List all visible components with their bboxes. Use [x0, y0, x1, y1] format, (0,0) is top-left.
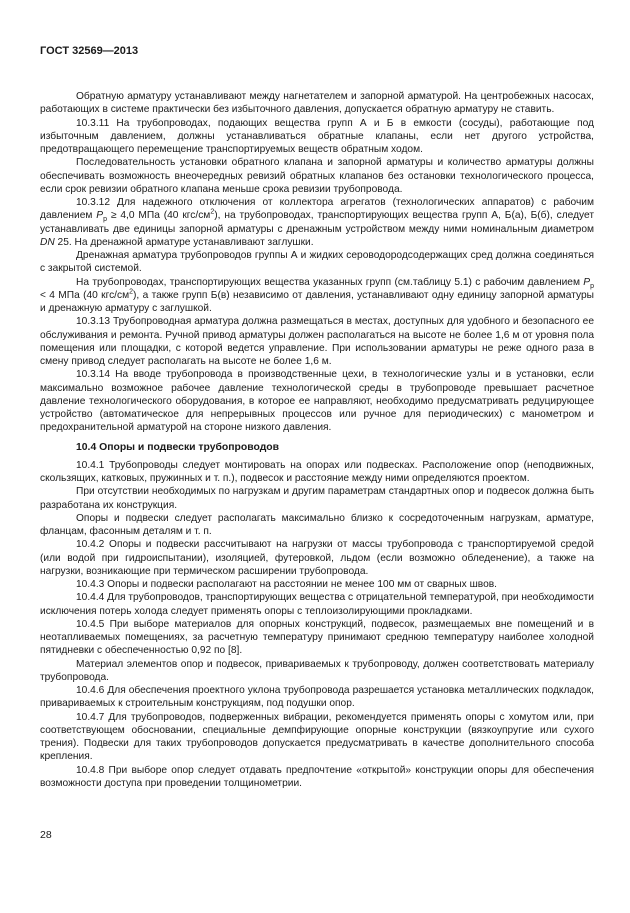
- paragraph-10-4-8: 10.4.8 При выборе опор следует отдавать предпочтение «открытой» конструкции опоры для обеспечения возможности доступа при проведении толщинометрии.: [40, 764, 594, 789]
- paragraph-10-4-7: 10.4.7 Для трубопроводов, подверженных вибрации, рекомендуется применять опоры с хомутом или, при соответствующем обосновании, специальные демпфирующие опорные конструкции (вязкоупругие или сухого трения). Подвески для таких трубопроводов допускается предусматривать в качестве дополнительного способа крепления.: [40, 711, 594, 763]
- subscript: р: [103, 216, 107, 224]
- paragraph: Последовательность установки обратного клапана и запорной арматуры и количество арматуры должны обеспечивать возможность внеочередных ревизий обратных клапанов без остановки технологического процесса, если срок ревизии обратного клапана меньше срока ревизии трубопровода.: [40, 157, 594, 195]
- superscript: 2: [210, 208, 215, 216]
- paragraph-10-3-13: 10.3.13 Трубопроводная арматура должна размещаться в местах, доступных для удобного и безопасного ее обслуживания и ремонта. Ручной привод арматуры должен располагаться на высоте не более 1,6 м от уровня пола помещения или площадки, с которой ведется управление. При использовании арматуры не реже одного раза в смену привод следует располагать на высоте не более 1,6 м.: [40, 316, 594, 367]
- paragraph: Материал элементов опор и подвесок, привариваемых к трубопроводу, должен соответствовать материалу трубопровода.: [40, 658, 594, 683]
- paragraph-10-4-1: 10.4.1 Трубопроводы следует монтировать на опорах или подвесках. Расположение опор (неподвижных, скользящих, катковых, пружинных и т. п.), подвесок и расстояние между ними определяются проектом.: [40, 459, 594, 484]
- paragraph: Дренажная арматура трубопроводов группы А и жидких сероводородсодержащих сред должна соединяться с закрытой системой.: [40, 250, 594, 275]
- text: < 4 МПа (40 кгс/см: [40, 289, 130, 301]
- text: ≥ 4,0 МПа (40 кгс/см: [106, 210, 211, 222]
- page-number: 28: [40, 829, 52, 841]
- document-body: [40, 90, 594, 790]
- section-heading: 10.4 Опоры и подвески трубопроводов: [76, 441, 280, 453]
- document-header: ГОСТ 32569—2013: [40, 45, 139, 57]
- paragraph-10-4-5: 10.4.5 При выборе материалов для опорных конструкций, подвесок, размещаемых вне помещений и в неотапливаемых помещениях, за расчетную температуру принимают среднюю температуру наиболее холодной пятидневки с обеспеченностью 0,92 по [8].: [40, 618, 594, 657]
- superscript: 2: [129, 288, 134, 296]
- text: 25. На дренажной арматуре устанавливают заглушки.: [54, 236, 314, 248]
- text: На трубопроводах, транспортирующих вещества указанных групп (см.таблицу 5.1) с рабочим давлением: [76, 276, 584, 288]
- paragraph-10-4-4: 10.4.4 Для трубопроводов, транспортирующих вещества с отрицательной температурой, при необходимости исключения потерь холода следует применять опоры с теплоизолирующими прокладками.: [40, 592, 594, 617]
- text: ), на трубопроводах, транспортирующих вещества групп А, Б(а), Б(б), следует устанавливать две единицы запорной арматуры с дренажным устройством между ними номинальным диаметром: [40, 210, 595, 235]
- paragraph-10-4-3: 10.4.3 Опоры и подвески располагают на расстоянии не менее 100 мм от сварных швов.: [76, 579, 497, 590]
- text: 10.3.12 Для надежного отключения от коллектора агрегатов (технологических аппаратов) с рабочим давлением: [40, 197, 594, 222]
- paragraph-10-3-14: 10.3.14 На вводе трубопровода в производственные цехи, в технологические узлы и в установки, если максимально возможное рабочее давление технологической среды в трубопроводе превышает расчетное давление технологического оборудования, в которое ее направляют, необходимо предусматривать редуцирующее устройство (автоматическое для непрерывных процессов или ручное для периодических) с манометром и предохранительной арматурой на стороне низкого давления.: [40, 369, 594, 434]
- symbol: P: [96, 210, 104, 222]
- paragraph-10-3-11: 10.3.11 На трубопроводах, подающих вещества групп А и Б в емкости (сосуды), работающие под избыточным давлением, должны устанавливаться обратные клапаны, если нет другого устройства, предотвращающего перемещение транспортируемых веществ обратным ходом.: [40, 117, 594, 155]
- paragraph-10-4-6: 10.4.6 Для обеспечения проектного уклона трубопровода разрешается установка металлических подкладок, привариваемых к строительным конструкциям, под подушки опор.: [40, 685, 594, 710]
- paragraph-10-4-2: 10.4.2 Опоры и подвески рассчитывают на нагрузки от массы трубопровода с транспортируемой средой (или водой при гидроиспытании), изоляцией, футеровкой, льдом (если возможно обледенение), а также на нагрузки, возникающие при термическом расширении трубопровода.: [40, 539, 594, 577]
- text: ), а также групп Б(в) независимо от давления, устанавливают одну единицу запорной арматуры и дренажную арматуру с заглушкой.: [40, 289, 594, 314]
- paragraph: Опоры и подвески следует располагать максимально близко к сосредоточенным нагрузкам, арматуре, фланцам, фасонным деталям и т. п.: [40, 512, 594, 537]
- paragraph: Обратную арматуру устанавливают между нагнетателем и запорной арматурой. На центробежных насосах, работающих в системе практически без избыточного давления, допускается обратную арматуру не ставить.: [40, 91, 594, 116]
- paragraph-10-3-12: [40, 196, 594, 249]
- subscript: р: [590, 282, 594, 290]
- paragraph: [40, 276, 594, 316]
- symbol: DN: [40, 236, 55, 248]
- symbol: P: [583, 276, 591, 288]
- paragraph: При отсутствии необходимых по нагрузкам и другим параметрам стандартных опор и подвесок должна быть разработана их конструкция.: [40, 486, 594, 511]
